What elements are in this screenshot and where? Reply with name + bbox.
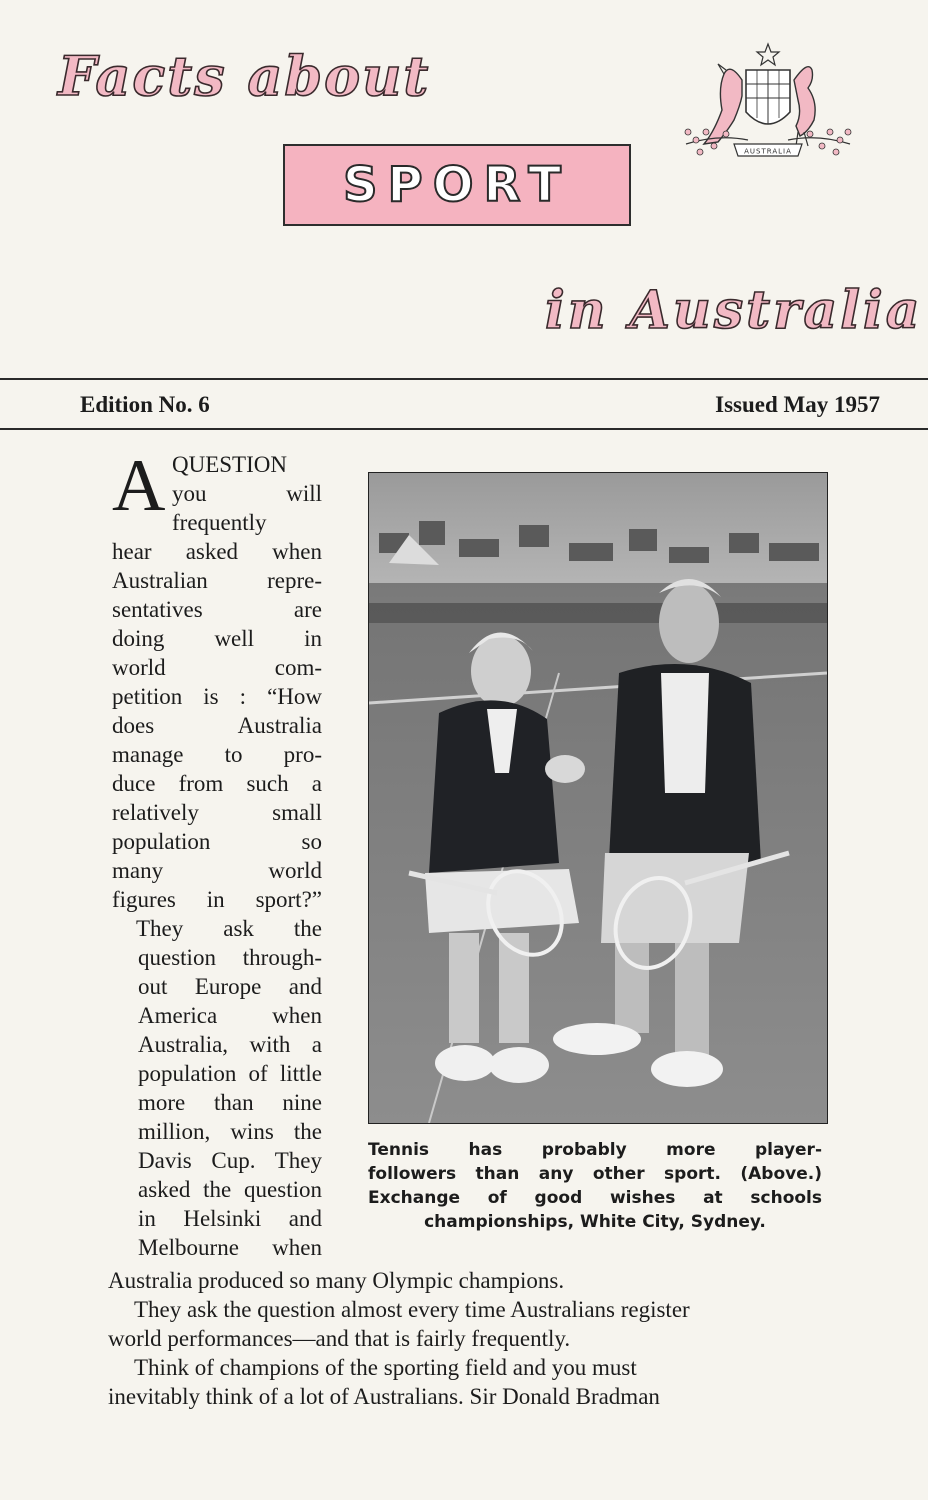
article-line: question through- <box>138 945 322 970</box>
article-line: Australia produced so many Olympic champions. <box>108 1268 565 1293</box>
article-line: duce from such a <box>112 771 322 796</box>
article-line: figures in sport?” <box>112 887 322 912</box>
masthead-title-top: Facts about <box>58 44 431 108</box>
article-line: Australian repre- <box>112 568 322 593</box>
article-line: Australia, with a <box>138 1032 322 1057</box>
masthead-sport-word: SPORT <box>342 157 572 213</box>
article-line: in Helsinki and <box>138 1206 322 1231</box>
article-line: asked the question <box>138 1177 322 1202</box>
article-line: doing well in <box>112 626 322 651</box>
edition-number: Edition No. 6 <box>80 392 210 417</box>
article-line: frequently <box>172 510 267 535</box>
article-column <box>112 445 322 1262</box>
article-line: out Europe and <box>138 974 322 999</box>
caption-line: Exchange of good wishes at schools <box>368 1188 822 1208</box>
photo-caption <box>368 1138 822 1234</box>
article-line: petition is : “How <box>112 684 322 709</box>
caption-line: followers than any other sport. (Above.) <box>368 1164 822 1184</box>
article-line: relatively small <box>112 800 322 825</box>
article-line: inevitably think of a lot of Australians. Sir Donald Bradman <box>108 1384 660 1409</box>
article-line: They ask the <box>136 916 322 941</box>
article-line: more than nine <box>138 1090 322 1115</box>
article-line: Think of champions of the sporting field and you must <box>134 1355 637 1380</box>
article-line: million, wins the <box>138 1119 322 1144</box>
tennis-players-image <box>369 473 827 1123</box>
article-line: you will <box>172 481 322 506</box>
caption-line: championships, White City, Sydney. <box>424 1212 766 1232</box>
rule-top <box>0 378 928 380</box>
drop-cap: A <box>112 445 166 527</box>
article-line: population of little <box>138 1061 322 1086</box>
masthead-sport-box <box>283 144 631 226</box>
article-line: Davis Cup. They <box>138 1148 322 1173</box>
para-2 <box>112 914 322 1262</box>
issue-date: Issued May 1957 <box>715 392 880 417</box>
article-full-width <box>108 1266 818 1411</box>
crest-scroll-label: AUSTRALIA <box>744 147 792 156</box>
article-line: QUESTION <box>172 452 287 477</box>
rule-bottom <box>0 428 928 430</box>
article-line: does Australia <box>112 713 322 738</box>
article-line: world performances—and that is fairly frequently. <box>108 1326 571 1351</box>
article-line: manage to pro- <box>112 742 322 767</box>
masthead-title-bottom: in Australia <box>545 280 923 341</box>
article-line: sentatives are <box>112 597 322 622</box>
article-line: many world <box>112 858 322 883</box>
article-line: America when <box>138 1003 322 1028</box>
article-line: world com- <box>112 655 322 680</box>
tennis-photo <box>368 472 828 1124</box>
article-line: Melbourne when <box>138 1235 322 1260</box>
caption-line: Tennis has probably more player- <box>368 1140 822 1160</box>
article-line: They ask the question almost every time Australians register <box>134 1297 690 1322</box>
coat-of-arms-icon <box>678 40 858 180</box>
article-line: population so <box>112 829 322 854</box>
article-line: hear asked when <box>112 539 322 564</box>
